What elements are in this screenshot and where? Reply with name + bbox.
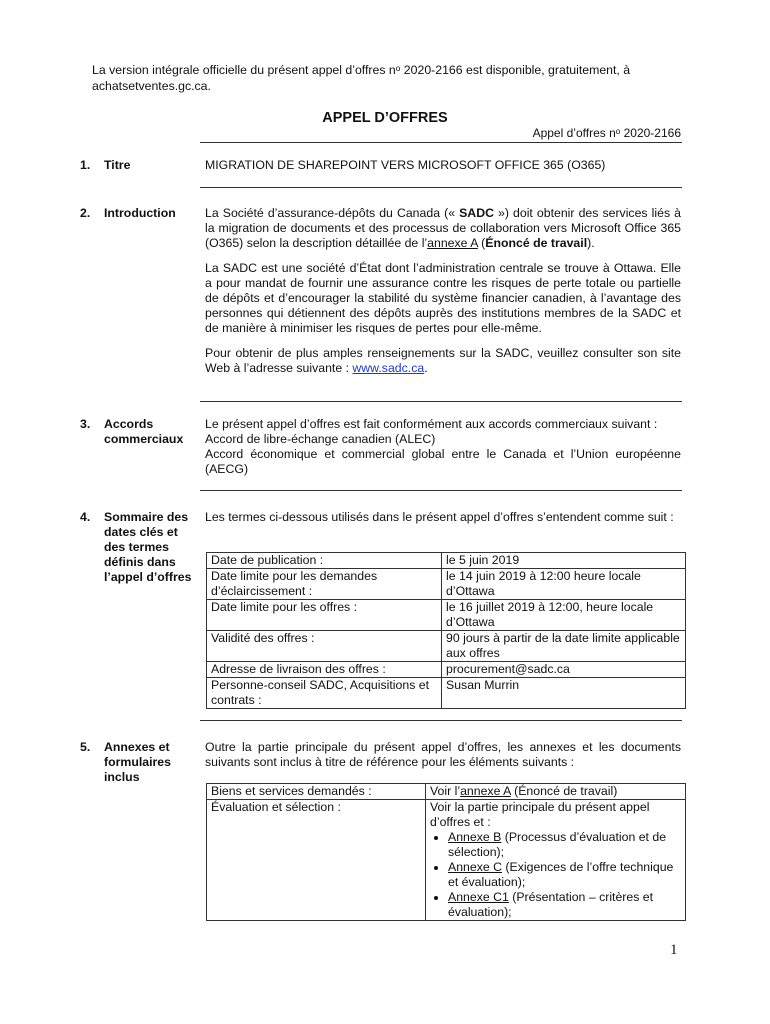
table-row [207,553,686,569]
divider [200,720,682,721]
text-run: ( [477,236,486,250]
text-run: (Processus d’évaluation et de sélection); [448,830,667,859]
annexe-a-link[interactable]: annexe A [460,784,511,798]
table-row [207,678,686,709]
section-5-intro: Outre la partie principale du présent appel d’offres, les annexes et les documents suivants sont inclus à titre de référence pour les éléments suivants : [205,740,681,769]
annexe-a-link[interactable]: annexe A [427,236,478,250]
text-run: (Énoncé de travail) [510,784,618,798]
section-4-number: 4. [80,510,91,524]
term-cell: Adresse de livraison des offres : [207,662,442,678]
document-title: APPEL D’OFFRES [322,110,448,126]
sadc-bold: SADC [459,206,494,220]
divider [200,401,682,402]
agreement-alec: Accord de libre-échange canadien (ALEC) [205,432,436,446]
table-row [207,800,686,921]
table-row [207,784,686,800]
intro-paragraph-3 [205,346,681,376]
value-cell: le 5 juin 2019 [442,553,686,569]
divider [200,187,682,188]
text-run: . [424,361,428,375]
key-dates-table [206,552,686,709]
evaluation-intro: Voir la partie principale du présent appel d’offres et : [430,800,650,829]
annexes-table [206,783,686,921]
agreement-aecg: Accord économique et commercial global entre le Canada et l’Union européenne (AECG) [205,447,681,476]
official-notice: La version intégrale officielle du présent appel d’offres nᵒ 2020-2166 est disponible, gratuitement, à achatsetventes.gc.ca. [92,63,631,93]
list-item [448,860,681,890]
section-1-label: Titre [104,158,131,172]
list-item [448,890,681,920]
section-1-number: 1. [80,158,91,172]
value-cell: le 16 juillet 2019 à 12:00, heure locale d’Ottawa [442,600,686,631]
section-1-text: MIGRATION DE SHAREPOINT VERS MICROSOFT OFFICE 365 (O365) [205,158,606,172]
enonce-bold: Énoncé de travail [485,236,588,250]
value-cell [426,800,686,921]
term-cell: Date limite pour les demandes d’éclaircissement : [207,569,442,600]
sadc-website-link[interactable]: www.sadc.ca [352,361,425,375]
annexe-b-link[interactable]: Annexe B [448,830,502,844]
tender-reference: Appel d’offres nᵒ 2020-2166 [532,126,681,140]
table-row [207,662,686,678]
page-number: 1 [670,942,678,958]
term-cell: Date de publication : [207,553,442,569]
section-2-number: 2. [80,206,91,220]
text-run: (Présentation – critères et évaluation); [448,890,654,919]
value-cell: Susan Murrin [442,678,686,709]
section-3-label: Accords commerciaux [104,417,184,446]
annex-list [430,830,681,920]
table-row [207,600,686,631]
text-run: (Exigences de l’offre technique et évaluation); [448,860,674,889]
text-run: Pour obtenir de plus amples renseignements sur la SADC, veuillez consulter son site Web à l’adresse suivante : [205,346,681,375]
text-run: La Société d’assurance-dépôts du Canada (« [205,206,460,220]
text-run: ). [587,236,595,250]
section-5-label: Annexes et formulaires inclus [104,740,171,784]
table-row [207,569,686,600]
term-cell: Biens et services demandés : [207,784,426,800]
section-2-label: Introduction [104,206,176,220]
section-2-body [205,206,681,386]
text-run: ») doit obtenir des services liés à la migration de documents et des processus de collaboration vers Microsoft Office 365 (O365) selon la description détaillée de l’ [205,206,681,250]
annexe-c1-link[interactable]: Annexe C1 [448,890,509,904]
divider [200,490,682,491]
intro-paragraph-1 [205,206,681,251]
term-cell: Date limite pour les offres : [207,600,442,631]
section-4-label: Sommaire des dates clés et des termes définis dans l’appel d’offres [104,510,192,584]
list-item [448,830,681,860]
agreements-intro: Le présent appel d’offres est fait conformément aux accords commerciaux suivant : [205,417,658,431]
value-cell: procurement@sadc.ca [442,662,686,678]
divider [200,142,682,143]
intro-paragraph-2: La SADC est une société d’État dont l’administration centrale se trouve à Ottawa. Elle a pour mandat de fournir une assurance contre les risques de perte totale ou partielle de dépôts et d’encourager la stabilité du système financier canadien, à l’avantage des personnes qui détiennent des dépôts auprès des institutions membres de la SADC et de manière à minimiser les risques de pertes pour elle-même. [205,261,681,335]
section-3-number: 3. [80,417,91,431]
value-cell [426,784,686,800]
value-cell: le 14 juin 2019 à 12:00 heure locale d’Ottawa [442,569,686,600]
table-row [207,631,686,662]
term-cell: Évaluation et sélection : [207,800,426,921]
annexe-c-link[interactable]: Annexe C [448,860,503,874]
text-run: Voir l’ [430,784,461,798]
term-cell: Personne-conseil SADC, Acquisitions et contrats : [207,678,442,709]
section-4-intro: Les termes ci-dessous utilisés dans le présent appel d’offres s’entendent comme suit : [205,510,674,524]
section-5-number: 5. [80,740,91,754]
section-3-body [205,417,681,477]
value-cell: 90 jours à partir de la date limite applicable aux offres [442,631,686,662]
term-cell: Validité des offres : [207,631,442,662]
